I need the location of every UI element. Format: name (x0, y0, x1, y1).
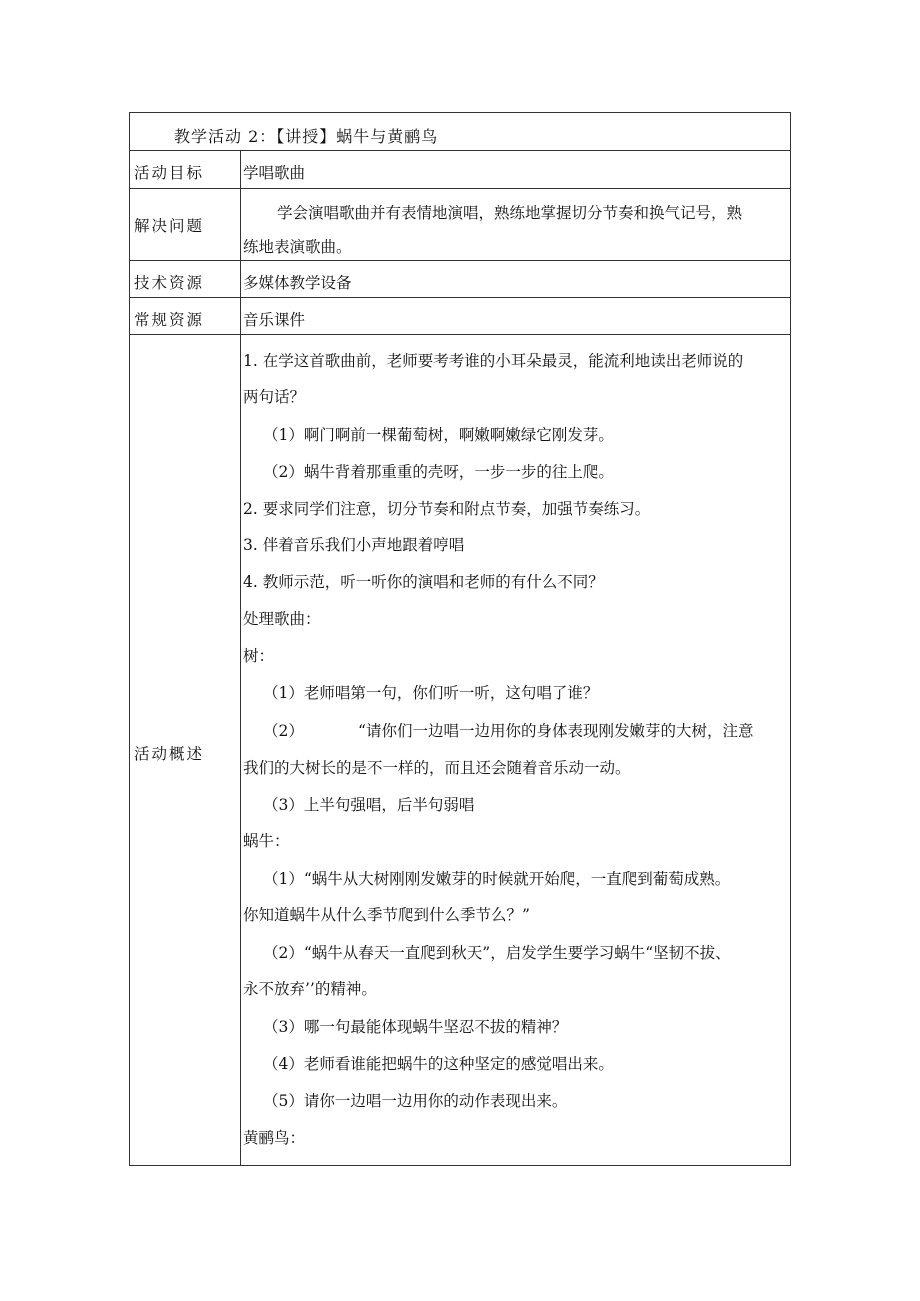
overview-line: （4）老师看谁能把蜗牛的这种坚定的感觉唱出来。 (263, 1055, 614, 1073)
overview-line: （2）蜗牛背着那重重的壳呀，一步一步的往上爬。 (263, 463, 614, 481)
row-value: 多媒体教学设备 (243, 274, 352, 292)
lesson-table (129, 112, 791, 1166)
overview-line: 黄鹂鸟： (243, 1129, 306, 1147)
overview-line: （2） “请你们一边唱一边用你的身体表现刚发嫩芽的大树，注意 (263, 722, 754, 740)
row-value-line: 练地表演歌曲。 (243, 238, 352, 256)
overview-line: 树： (243, 647, 275, 665)
row-tech (130, 261, 790, 298)
overview-line: 蜗牛： (243, 832, 290, 850)
row-value: 音乐课件 (243, 311, 306, 329)
row-value-line: 学会演唱歌曲并有表情地演唱，熟练地掌握切分节奏和换气记号，熟 (277, 204, 743, 222)
row-problem (130, 189, 790, 261)
overview-line: 我们的大树长的是不一样的，而且还会随着音乐动一动。 (243, 759, 631, 777)
overview-line: 4. 教师示范，听一听你的演唱和老师的有什么不同？ (243, 573, 604, 591)
overview-line: （5）请你一边唱一边用你的动作表现出来。 (263, 1092, 568, 1110)
row-goal (130, 151, 790, 189)
row-value: 学唱歌曲 (243, 164, 306, 182)
overview-line: （1）啊门啊前一棵葡萄树，啊嫩啊嫩绿它刚发芽。 (263, 426, 614, 444)
overview-line: 2. 要求同学们注意，切分节奏和附点节奏，加强节奏练习。 (243, 500, 651, 518)
overview-line: 3. 伴着音乐我们小声地跟着哼唱 (243, 536, 465, 554)
row-label: 解决问题 (134, 217, 205, 235)
row-resources (130, 298, 790, 335)
row-label: 活动概述 (134, 745, 205, 763)
overview-line: 处理歌曲： (243, 610, 321, 628)
row-label: 常规资源 (134, 311, 205, 329)
overview-line: （3）上半句强唱，后半句弱唱 (263, 796, 475, 814)
table-title-row (130, 113, 790, 151)
row-label: 技术资源 (134, 274, 205, 292)
overview-line: （1）老师唱第一句，你们听一听，这句唱了谁？ (263, 684, 599, 702)
row-overview (130, 335, 790, 1167)
overview-line: （2）“蜗牛从春天一直爬到秋天”，启发学生要学习蜗牛“坚韧不拔、 (263, 944, 731, 962)
overview-line: （1）“蜗牛从大树刚刚发嫩芽的时候就开始爬，一直爬到葡萄成熟。 (263, 870, 731, 888)
overview-line: 永不放弃’’的精神。 (243, 980, 377, 998)
row-label: 活动目标 (134, 164, 205, 182)
overview-line: 1. 在学这首歌曲前，老师要考考谁的小耳朵最灵，能流利地读出老师说的 (243, 352, 744, 370)
overview-line: （3）哪一句最能体现蜗牛坚忍不拔的精神？ (263, 1018, 568, 1036)
activity-title: 教学活动 2：【讲授】蜗牛与黄鹂鸟 (174, 127, 439, 146)
overview-line: 你知道蜗牛从什么季节爬到什么季节么？” (243, 906, 530, 924)
overview-line: 两句话？ (243, 388, 306, 406)
